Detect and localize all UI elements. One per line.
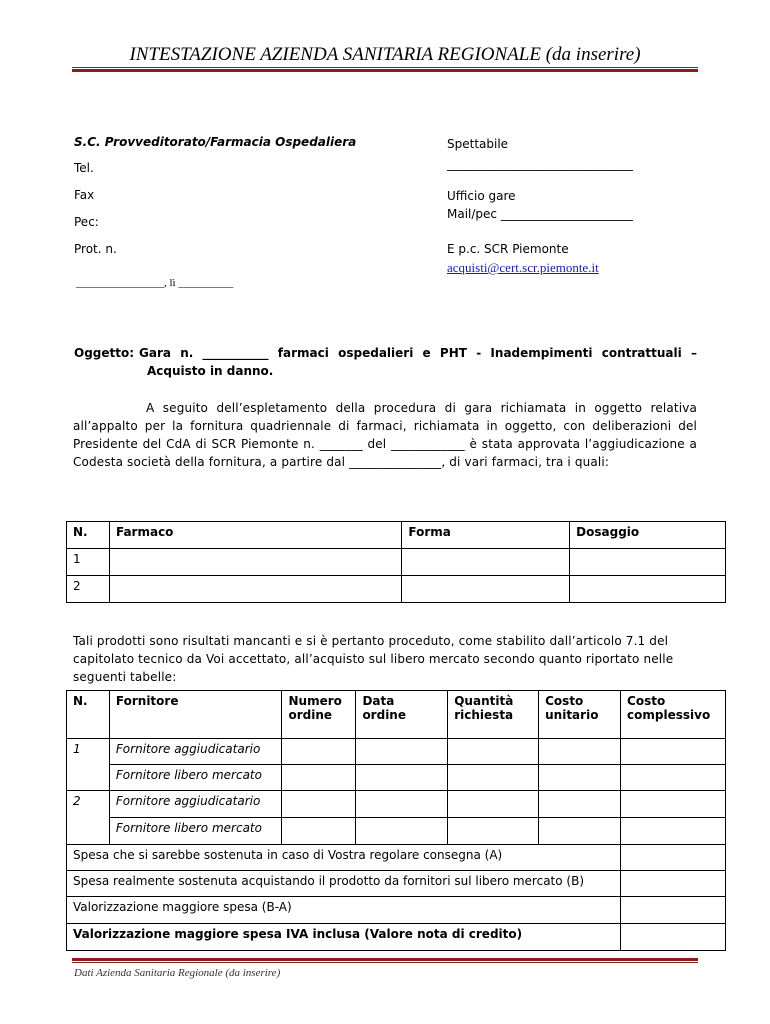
cell-quantita[interactable] [448, 739, 539, 765]
summary-label-total: Valorizzazione maggiore spesa IVA inclusa (Valore nota di credito) [67, 924, 621, 951]
table-row [67, 576, 726, 603]
purchases-table-header [67, 691, 726, 739]
cell-costo-unitario[interactable] [539, 765, 621, 791]
date-line: ________________, lì __________ [76, 277, 234, 289]
row-number: 2 [67, 791, 110, 845]
recipient-ufficio: Ufficio gare [447, 189, 516, 203]
recipient-spettabile: Spettabile [447, 137, 509, 151]
sender-fax: Fax [74, 188, 95, 202]
recipient-email-link[interactable]: acquisti@cert.scr.piemonte.it [447, 260, 599, 275]
header-rule-thin [72, 67, 698, 68]
cell-quantita[interactable] [448, 765, 539, 791]
drugs-table-header [67, 522, 726, 549]
subject-line2: Acquisto in danno. [147, 364, 274, 378]
cell-costo-complessivo[interactable] [621, 791, 726, 818]
summary-value-b[interactable] [621, 871, 726, 897]
table-row [67, 739, 726, 765]
cell-fornitore: Fornitore libero mercato [109, 765, 282, 791]
table-row [67, 818, 726, 845]
col-header-fornitore: Fornitore [109, 691, 282, 739]
intro-paragraph: A seguito dell’espletamento della procedura di gara richiamata in oggetto relativa all’appalto per la fornitura quadriennale di farmaci, richiamata in oggetto, con deliberazioni del Presidente del CdA di SCR Piemonte n. _______ del ____________ è stata approvata l’aggiudicazione a Codesta società della fornitura, a partire dal _______________, di vari farmaci, tra i quali: [73, 401, 697, 469]
summary-value-diff[interactable] [621, 897, 726, 924]
row-number: 1 [67, 739, 110, 791]
summary-row-a [67, 845, 726, 871]
sender-prot: Prot. n. [74, 242, 117, 256]
header-rule-thick [72, 69, 698, 72]
summary-value-a[interactable] [621, 845, 726, 871]
cell-quantita[interactable] [448, 791, 539, 818]
col-header-quantita: Quantità richiesta [448, 691, 539, 739]
cell-data-ordine[interactable] [356, 765, 448, 791]
col-header-costo-complessivo: Costo complessivo [621, 691, 726, 739]
cell-data-ordine[interactable] [356, 818, 448, 845]
sender-tel: Tel. [74, 161, 94, 175]
cell-costo-unitario[interactable] [539, 791, 621, 818]
footer-text: Dati Azienda Sanitaria Regionale (da inserire) [74, 967, 281, 979]
col-header-farmaco: Farmaco [109, 522, 401, 549]
letterhead-title: INTESTAZIONE AZIENDA SANITARIA REGIONALE (da inserire) [129, 44, 641, 65]
summary-label-diff: Valorizzazione maggiore spesa (B-A) [67, 897, 621, 924]
table-row [67, 549, 726, 576]
summary-label-a: Spesa che si sarebbe sostenuta in caso di Vostra regolare consegna (A) [67, 845, 621, 871]
cell-data-ordine[interactable] [356, 739, 448, 765]
summary-row-total [67, 924, 726, 951]
footer-rule-thin [72, 962, 698, 963]
cell-dosaggio[interactable] [570, 549, 726, 576]
summary-row-b [67, 871, 726, 897]
drugs-table [66, 521, 726, 603]
col-header-numero-ordine: Numero ordine [282, 691, 356, 739]
cell-fornitore: Fornitore aggiudicatario [109, 739, 282, 765]
footer-rule-thick [72, 958, 698, 961]
cell-numero-ordine[interactable] [282, 818, 356, 845]
sender-office: S.C. Provveditorato/Farmacia Ospedaliera [74, 135, 357, 149]
cell-numero-ordine[interactable] [282, 765, 356, 791]
cell-fornitore: Fornitore aggiudicatario [109, 791, 282, 818]
summary-row-diff [67, 897, 726, 924]
cell-forma[interactable] [402, 549, 570, 576]
recipient-mailpec: Mail/pec ______________________ [447, 207, 633, 221]
cell-costo-unitario[interactable] [539, 739, 621, 765]
cell-costo-unitario[interactable] [539, 818, 621, 845]
purchases-table [66, 690, 726, 951]
cell-forma[interactable] [402, 576, 570, 603]
recipient-blank: _______________________________ [447, 157, 633, 171]
recipient-cc: E p.c. SCR Piemonte [447, 242, 569, 256]
cell-costo-complessivo[interactable] [621, 818, 726, 845]
cell-dosaggio[interactable] [570, 576, 726, 603]
col-header-n: N. [67, 691, 110, 739]
cell-quantita[interactable] [448, 818, 539, 845]
cell-costo-complessivo[interactable] [621, 765, 726, 791]
purchase-paragraph: Tali prodotti sono risultati mancanti e si è pertanto proceduto, come stabilito dall’articolo 7.1 del capitolato tecnico da Voi accettato, all’acquisto sul libero mercato secondo quanto riportato nelle seguenti tabelle: [73, 634, 674, 684]
col-header-forma: Forma [402, 522, 570, 549]
sender-pec: Pec: [74, 215, 99, 229]
col-header-costo-unitario: Costo unitario [539, 691, 621, 739]
row-number: 1 [67, 549, 110, 576]
table-row [67, 765, 726, 791]
cell-farmaco[interactable] [109, 576, 401, 603]
subject-label: Oggetto: [74, 346, 135, 360]
row-number: 2 [67, 576, 110, 603]
col-header-data-ordine: Data ordine [356, 691, 448, 739]
cell-numero-ordine[interactable] [282, 739, 356, 765]
col-header-n: N. [67, 522, 110, 549]
cell-costo-complessivo[interactable] [621, 739, 726, 765]
cell-fornitore: Fornitore libero mercato [109, 818, 282, 845]
summary-value-total[interactable] [621, 924, 726, 951]
summary-label-b: Spesa realmente sostenuta acquistando il prodotto da fornitori sul libero mercato (B) [67, 871, 621, 897]
col-header-dosaggio: Dosaggio [570, 522, 726, 549]
cell-data-ordine[interactable] [356, 791, 448, 818]
cell-farmaco[interactable] [109, 549, 401, 576]
subject-line1: Gara n. ___________ farmaci ospedalieri e PHT - Inadempimenti contrattuali – [139, 346, 697, 360]
table-row [67, 791, 726, 818]
cell-numero-ordine[interactable] [282, 791, 356, 818]
